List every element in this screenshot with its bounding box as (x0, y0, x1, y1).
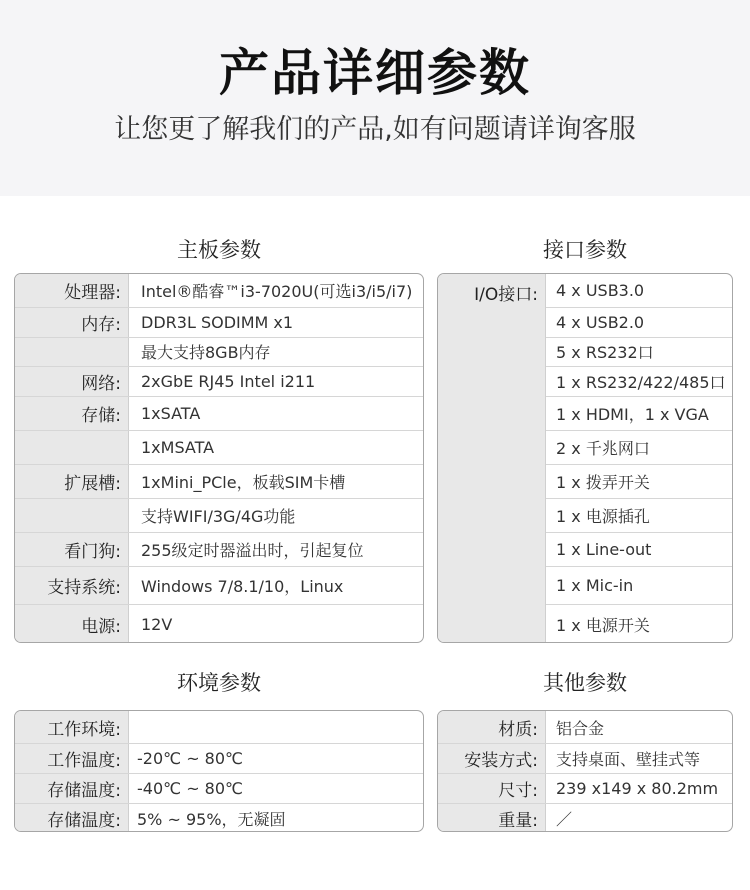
row-value: 2xGbE RJ45 Intel i211 (141, 371, 316, 391)
page-subtitle: 让您更了解我们的产品,如有问题请详询客服 (114, 114, 636, 145)
table-row (438, 711, 732, 743)
row-label (438, 337, 546, 366)
row-label: 存储温度: (47, 810, 121, 831)
section-title-interfaces: 接口参数 (543, 238, 627, 262)
section-title-environment: 环境参数 (177, 671, 261, 695)
row-label: 内存: (81, 314, 121, 335)
row-label: 处理器: (64, 283, 121, 303)
table-row (15, 307, 423, 337)
row-value: 1xMSATA (141, 437, 215, 457)
io-interface-label: I/O接口: (474, 284, 538, 305)
row-label (438, 307, 546, 337)
table-row (438, 498, 732, 532)
row-label (438, 464, 546, 498)
row-value: 1 x RS232/422/485口 (556, 372, 726, 392)
row-label: 扩展槽: (64, 473, 121, 494)
row-value: 1xSATA (141, 403, 201, 423)
row-label: 存储温度: (47, 780, 121, 801)
table-row (15, 711, 423, 743)
table-row (438, 604, 732, 643)
row-value: 5 x RS232口 (556, 343, 654, 362)
row-label (438, 604, 546, 643)
interfaces-table (437, 273, 733, 643)
row-value: 1 x 电源开关 (556, 615, 650, 635)
row-label (438, 498, 546, 532)
row-value: DDR3L SODIMM x1 (141, 312, 294, 332)
table-row (15, 566, 423, 604)
row-label (15, 430, 129, 464)
mainboard-table (14, 273, 424, 643)
table-row (438, 307, 732, 337)
row-label: 电源: (81, 616, 121, 637)
row-label (438, 396, 546, 430)
row-label: 工作环境: (47, 719, 121, 740)
row-label (438, 430, 546, 464)
table-row (438, 396, 732, 430)
table-row (438, 337, 732, 366)
row-label (438, 566, 546, 604)
table-row (15, 396, 423, 430)
table-row (15, 337, 423, 366)
table-row (438, 430, 732, 464)
row-label (15, 337, 129, 366)
table-row (15, 498, 423, 532)
page-header (0, 0, 750, 196)
environment-table (14, 710, 424, 832)
row-value: 1 x 拨弄开关 (556, 472, 650, 492)
row-value: 最大支持8GB内存 (141, 343, 271, 362)
table-row (438, 773, 732, 803)
table-row (438, 566, 732, 604)
row-value: 4 x USB2.0 (556, 312, 645, 332)
row-label (438, 274, 546, 307)
row-label: 支持系统: (47, 577, 121, 598)
row-label: 安装方式: (464, 750, 538, 771)
row-value: -20℃ ~ 80℃ (137, 748, 244, 768)
row-value: 1 x HDMI，1 x VGA (556, 404, 709, 424)
table-row (438, 274, 732, 307)
row-value: 12V (141, 614, 173, 634)
row-value: 255级定时器溢出时，引起复位 (141, 540, 364, 560)
row-value: ／ (556, 809, 573, 829)
table-row (15, 464, 423, 498)
table-row (438, 743, 732, 773)
row-label: 重量: (498, 810, 538, 831)
row-value: -40℃ ~ 80℃ (137, 778, 244, 798)
row-value: 1 x Line-out (556, 539, 652, 559)
table-row (438, 532, 732, 566)
row-label: 工作温度: (47, 750, 121, 771)
row-value: 支持WIFI/3G/4G功能 (141, 506, 296, 526)
row-label: 存储: (81, 405, 121, 426)
row-value: 铝合金 (556, 718, 605, 738)
page-title: 产品详细参数 (219, 44, 531, 102)
table-row (15, 604, 423, 643)
row-label: 网络: (81, 373, 121, 394)
row-value (129, 711, 423, 743)
table-row (15, 743, 423, 773)
table-row (438, 803, 732, 832)
row-label: 尺寸: (498, 780, 538, 801)
table-row (15, 366, 423, 396)
row-label (15, 498, 129, 532)
row-value: 1 x Mic-in (556, 575, 634, 595)
row-value: 1xMini_PCle，板载SIM卡槽 (141, 472, 346, 492)
row-label: 材质: (498, 719, 538, 740)
row-value: 支持桌面、壁挂式等 (556, 749, 701, 769)
section-title-mainboard: 主板参数 (177, 238, 261, 262)
row-value: 1 x 电源插孔 (556, 506, 650, 526)
row-value: Windows 7/8.1/10，Linux (141, 576, 344, 596)
row-value: 5% ~ 95%，无凝固 (137, 809, 286, 829)
other-table (437, 710, 733, 832)
table-row (15, 532, 423, 566)
table-row (15, 430, 423, 464)
table-row (15, 773, 423, 803)
row-label (438, 366, 546, 396)
table-row (438, 366, 732, 396)
section-title-other: 其他参数 (543, 671, 627, 695)
row-value: 2 x 千兆网口 (556, 438, 650, 458)
row-value: 239 x149 x 80.2mm (556, 778, 719, 798)
row-label (438, 532, 546, 566)
table-row (15, 274, 423, 307)
table-row (15, 803, 423, 832)
table-row (438, 464, 732, 498)
row-value: Intel®酷睿™i3-7020U(可选i3/i5/i7) (141, 282, 413, 301)
row-value: 4 x USB3.0 (556, 281, 645, 300)
row-label: 看门狗: (64, 541, 121, 562)
